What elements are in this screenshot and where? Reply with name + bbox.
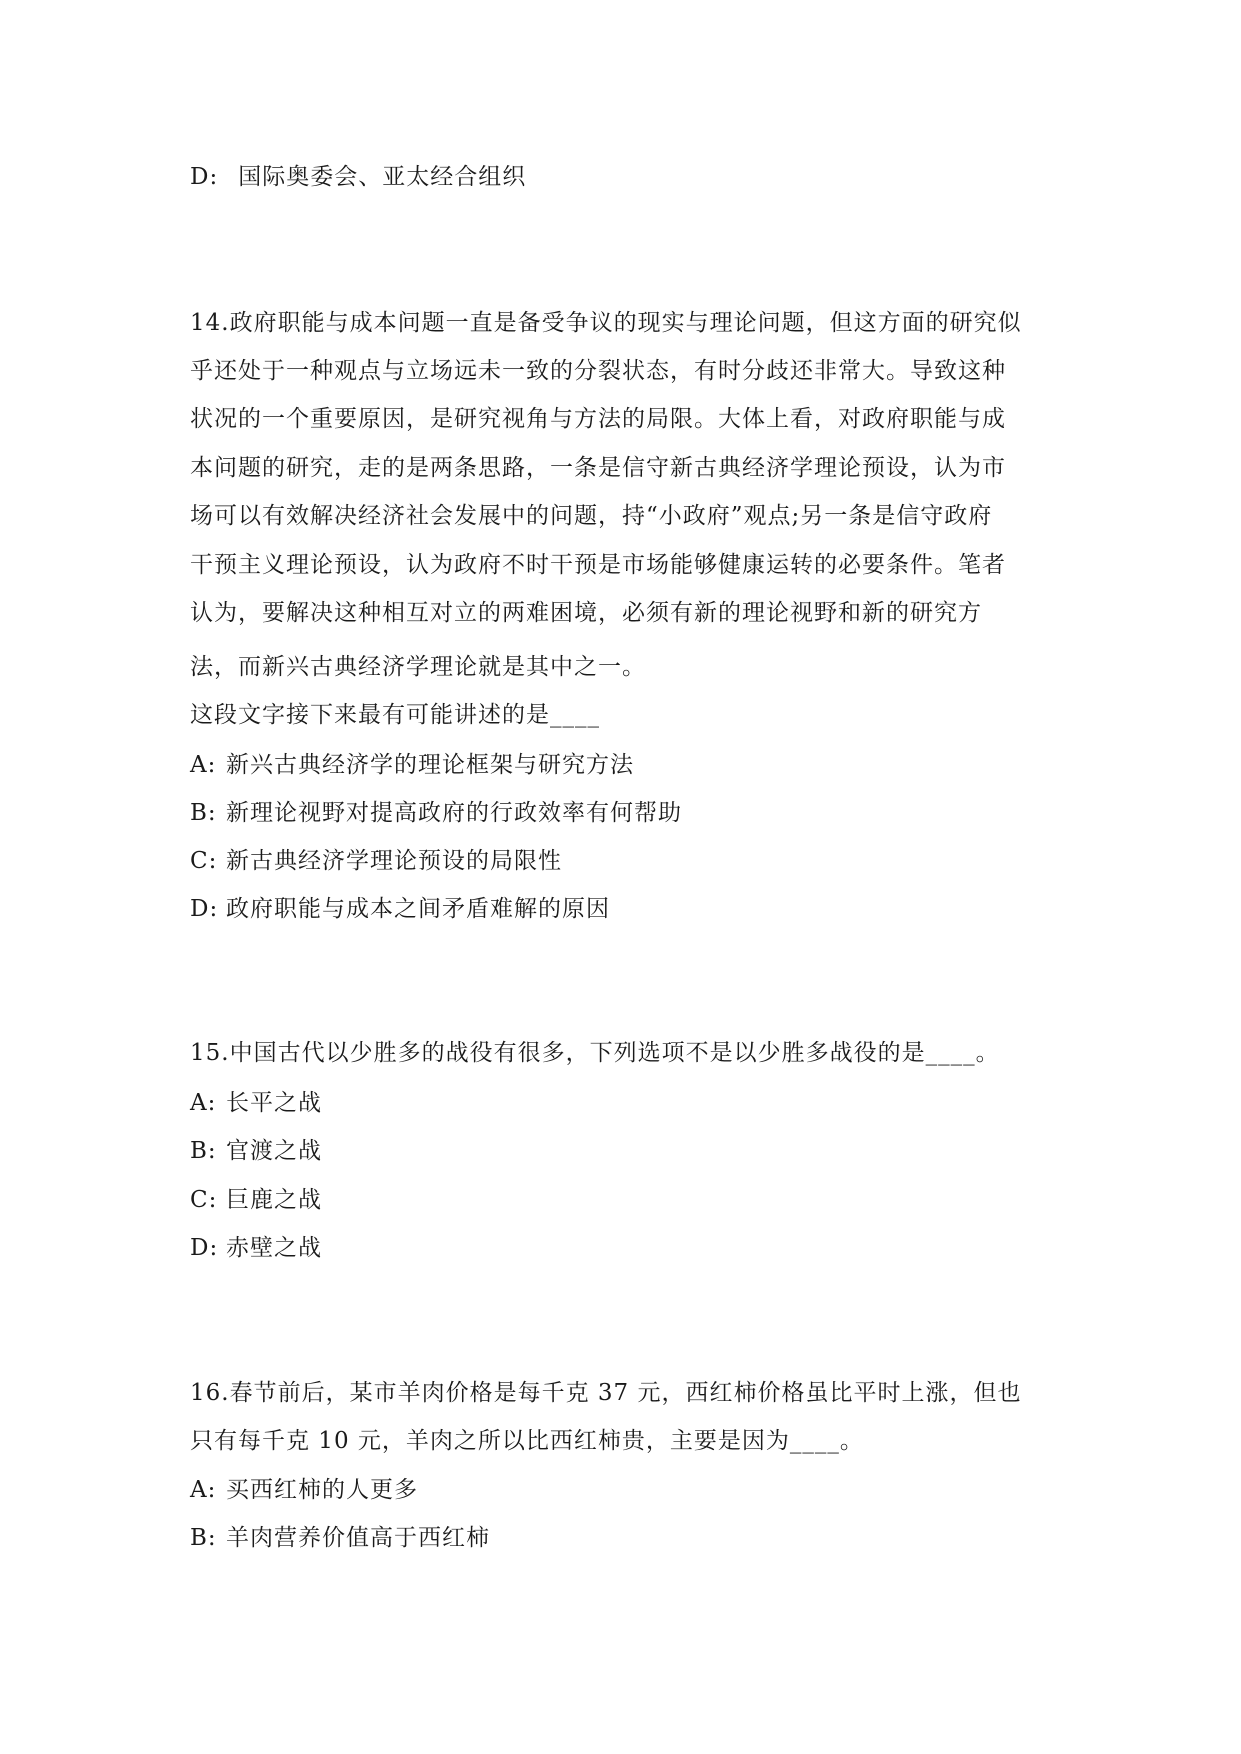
question-number: 16. — [190, 1380, 230, 1406]
option-c — [190, 1185, 1060, 1215]
question-stem-line — [190, 308, 1060, 338]
option-label: D: — [190, 164, 219, 190]
option-text: 新古典经济学理论预设的局限性 — [226, 848, 562, 874]
option-label: B: — [190, 1138, 217, 1164]
option-b — [190, 1136, 1060, 1166]
option-label: C: — [190, 848, 218, 874]
option-text: 巨鹿之战 — [226, 1187, 322, 1213]
option-text: 新理论视野对提高政府的行政效率有何帮助 — [226, 800, 682, 826]
question-stem-line: 乎还处于一种观点与立场远未一致的分裂状态，有时分歧还非常大。导致这种 — [190, 358, 1006, 384]
option-a — [190, 1475, 1060, 1505]
question-number: 14. — [190, 310, 230, 336]
option-c — [190, 846, 1060, 876]
option-text: 政府职能与成本之间矛盾难解的原因 — [226, 896, 610, 922]
option-text: 官渡之战 — [226, 1138, 322, 1164]
option-label: D: — [190, 1235, 219, 1261]
option-d — [190, 1233, 1060, 1263]
question-number: 15. — [190, 1040, 230, 1066]
stem-text: 政府职能与成本问题一直是备受争议的现实与理论问题，但这方面的研究似 — [229, 310, 1022, 336]
question-stem-line: 法，而新兴古典经济学理论就是其中之一。 — [190, 654, 646, 680]
question-stem-line: 场可以有效解决经济社会发展中的问题，持“小政府”观点;另一条是信守政府 — [190, 503, 993, 529]
option-label: A: — [190, 752, 217, 778]
question-prompt: 这段文字接下来最有可能讲述的是____ — [190, 702, 600, 728]
option-a — [190, 1088, 1060, 1118]
option-a — [190, 750, 1060, 780]
option-text: 羊肉营养价值高于西红柿 — [226, 1525, 490, 1551]
question-stem-line: 认为，要解决这种相互对立的两难困境，必须有新的理论视野和新的研究方 — [190, 600, 982, 626]
question-stem-line: 本问题的研究，走的是两条思路，一条是信守新古典经济学理论预设，认为市 — [190, 455, 1006, 481]
question-stem-line — [190, 1038, 1060, 1068]
option-text: 买西红柿的人更多 — [226, 1477, 418, 1503]
question-stem-line: 状况的一个重要原因，是研究视角与方法的局限。大体上看，对政府职能与成 — [190, 406, 1006, 432]
option-label: A: — [190, 1090, 217, 1116]
option-text: 赤壁之战 — [226, 1235, 322, 1261]
option-label: C: — [190, 1187, 218, 1213]
option-label: D: — [190, 896, 219, 922]
option-label: A: — [190, 1477, 217, 1503]
option-label: B: — [190, 800, 217, 826]
option-text: 长平之战 — [226, 1090, 322, 1116]
question-stem-line — [190, 1378, 1060, 1408]
option-text: 国际奥委会、亚太经合组织 — [238, 164, 527, 190]
prev-question-option-d — [190, 162, 1060, 192]
question-stem-line: 只有每千克 10 元，羊肉之所以比西红柿贵，主要是因为____。 — [190, 1428, 864, 1454]
stem-text: 中国古代以少胜多的战役有很多，下列选项不是以少胜多战役的是____。 — [229, 1040, 1000, 1066]
option-b — [190, 1523, 1060, 1553]
option-b — [190, 798, 1060, 828]
option-d — [190, 894, 1060, 924]
option-text: 新兴古典经济学的理论框架与研究方法 — [226, 752, 634, 778]
option-label: B: — [190, 1525, 217, 1551]
question-stem-line: 干预主义理论预设，认为政府不时干预是市场能够健康运转的必要条件。笔者 — [190, 552, 1006, 578]
stem-text: 春节前后，某市羊肉价格是每千克 37 元，西红柿价格虽比平时上涨，但也 — [229, 1380, 1022, 1406]
